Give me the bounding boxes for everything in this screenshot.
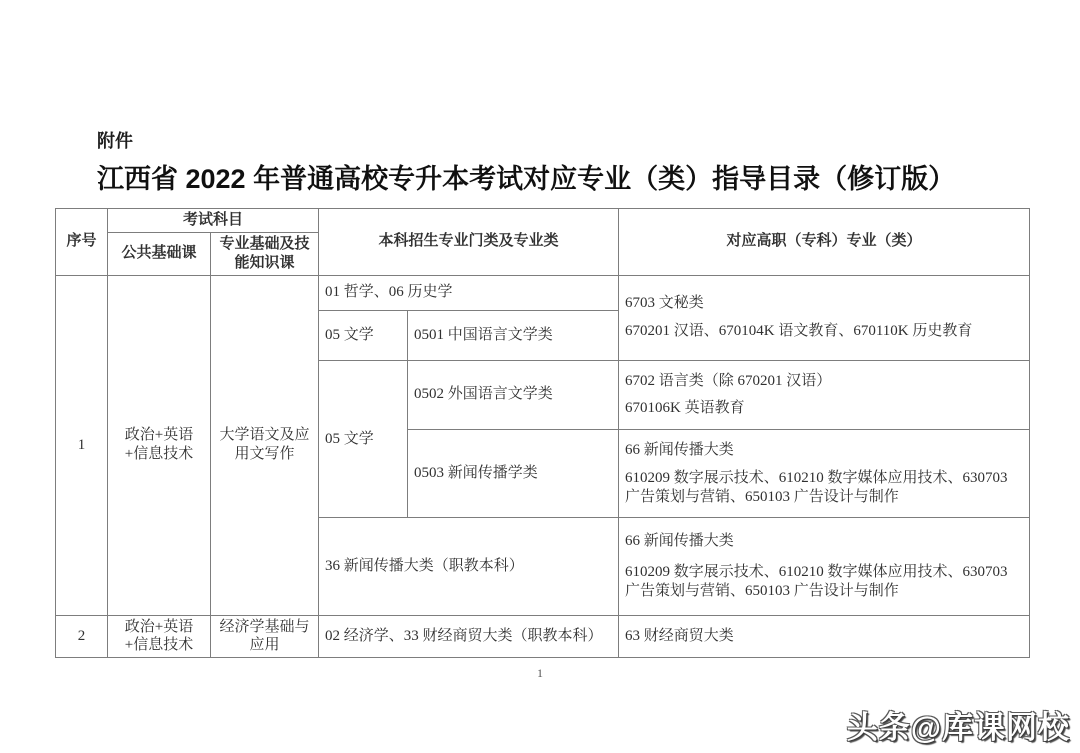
row1-public-course: 政治+英语+信息技术 (108, 275, 211, 615)
voc-line: 670201 汉语、670104K 语文教育、670110K 历史教育 (625, 323, 973, 339)
page-title: 江西省 2022 年普通高校专升本考试对应专业（类）指导目录（修订版） (97, 164, 956, 194)
row2-seq: 2 (56, 615, 108, 658)
voc-line: 610209 数字展示技术、610210 数字媒体应用技术、630703 广告策划与营销、650103 广告设计与制作 (625, 564, 1008, 599)
row1-seq: 1 (56, 275, 108, 615)
col-header-undergrad-majors: 本科招生专业门类及专业类 (319, 209, 619, 276)
cell-literature-b: 05 文学 (319, 310, 408, 360)
voc-line: 6702 语言类（除 670201 汉语） (625, 372, 832, 389)
cell-chinese-language: 0501 中国语言文学类 (408, 310, 619, 360)
row2-public-course: 政治+英语+信息技术 (108, 615, 211, 658)
watermark-label: 头条@库课网校 (846, 710, 1070, 745)
cell-literature-cd: 05 文学 (319, 360, 408, 518)
row2-professional-course: 经济学基础与应用 (211, 615, 319, 658)
cell-philosophy-history: 01 哲学、06 历史学 (319, 275, 619, 310)
page-number: 1 (537, 666, 543, 680)
voc-line: 670106K 英语教育 (625, 400, 745, 417)
cell-foreign-language: 0502 外国语言文学类 (408, 360, 619, 430)
voc-line: 66 新闻传播大类 (625, 533, 734, 550)
major-catalog-table (55, 208, 1030, 658)
header-row-1 (56, 209, 1030, 233)
attachment-label: 附件 (97, 131, 133, 151)
cell-journalism-vocational: 36 新闻传播大类（职教本科） (319, 518, 619, 615)
cell-voc-media-d (619, 430, 1030, 518)
row1-professional-course: 大学语文及应用文写作 (211, 275, 319, 615)
col-header-exam-subjects: 考试科目 (108, 209, 319, 233)
col-header-seq: 序号 (56, 209, 108, 276)
cell-voc-language (619, 360, 1030, 430)
col-header-professional-basic: 专业基础及技能知识课 (211, 233, 319, 276)
voc-line: 6703 文秘类 (625, 295, 704, 312)
col-header-vocational-majors: 对应高职（专科）专业（类） (619, 209, 1030, 276)
cell-voc-secretarial (619, 275, 1030, 360)
voc-line: 66 新闻传播大类 (625, 442, 734, 458)
col-header-public-basic: 公共基础课 (108, 233, 211, 276)
cell-voc-finance: 63 财经商贸大类 (619, 615, 1030, 658)
table-row (56, 275, 1030, 310)
cell-journalism: 0503 新闻传播学类 (408, 430, 619, 518)
voc-line: 610209 数字展示技术、610210 数字媒体应用技术、630703 广告策划与营销、650103 广告设计与制作 (625, 469, 1008, 505)
cell-voc-media-e (619, 518, 1030, 615)
cell-economics-major: 02 经济学、33 财经商贸大类（职教本科） (319, 615, 619, 658)
table-row (56, 615, 1030, 658)
